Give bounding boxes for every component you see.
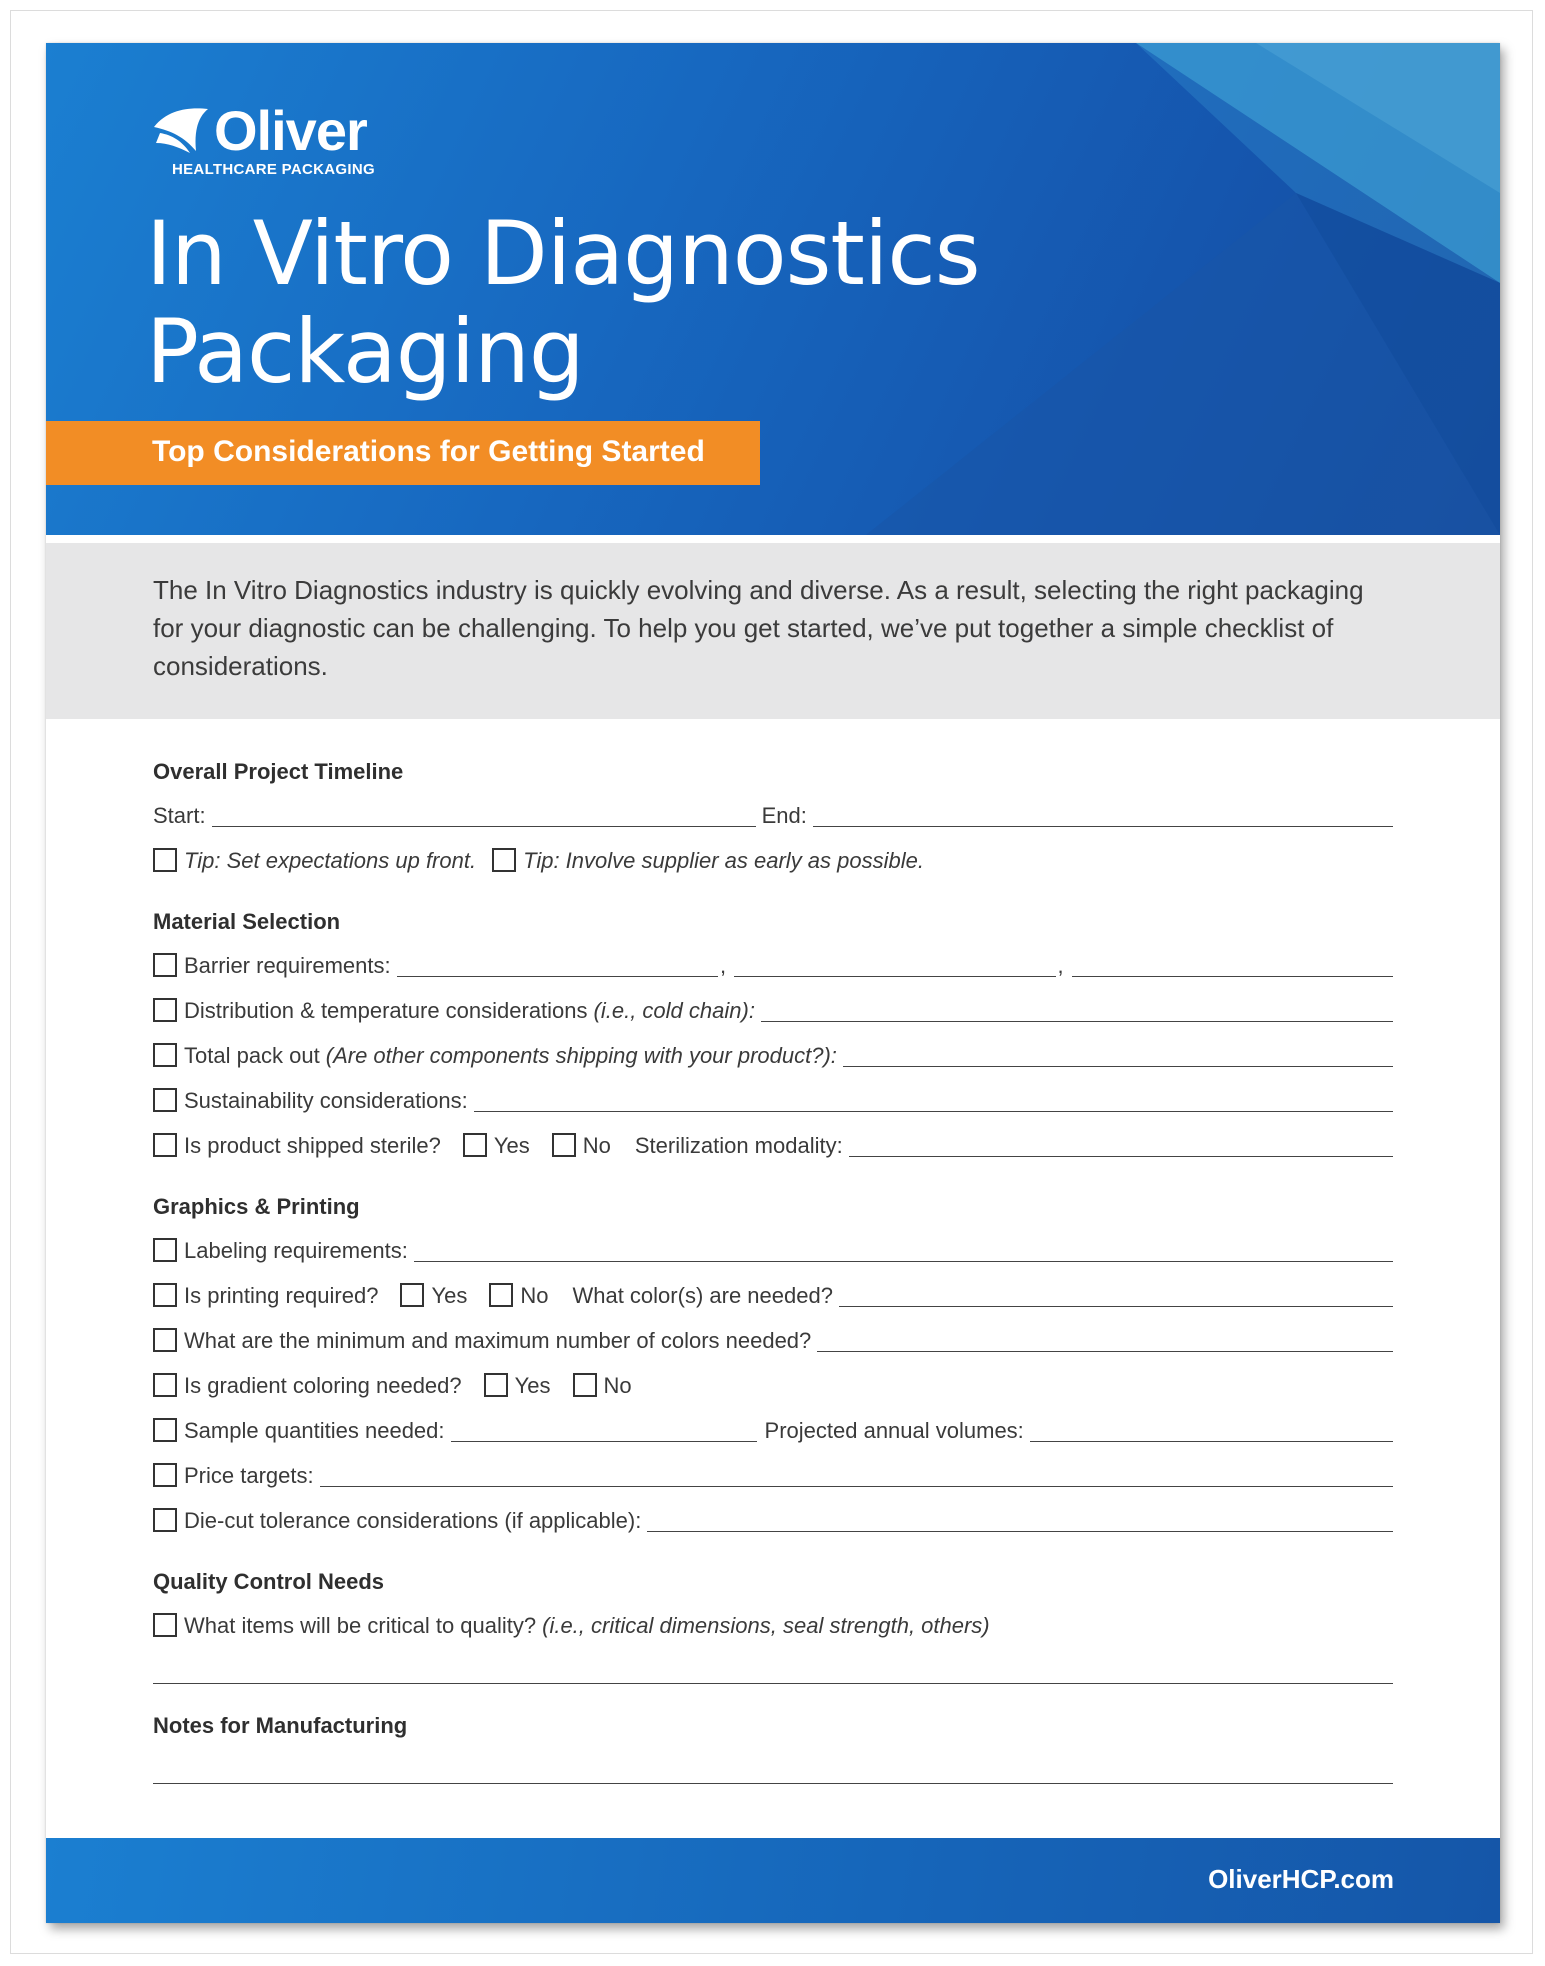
diecut-checkbox[interactable] (153, 1508, 177, 1532)
footer-band (46, 1838, 1500, 1923)
start-label: Start: (153, 803, 206, 828)
packout-checkbox[interactable] (153, 1043, 177, 1067)
min-max-row (153, 1320, 1393, 1354)
printing-checkbox[interactable] (153, 1283, 177, 1307)
logo-wordmark: Oliver (214, 99, 367, 162)
logo-tagline: HEALTHCARE PACKAGING (172, 161, 375, 178)
section-title-notes: Notes for Manufacturing (153, 1713, 408, 1738)
section-title-quality: Quality Control Needs (153, 1569, 385, 1594)
oliver-logo-mark-icon (150, 107, 210, 159)
gradient-yes-checkbox[interactable] (484, 1373, 508, 1397)
notes-field[interactable] (153, 1783, 1393, 1784)
sterilization-field[interactable] (849, 1152, 1393, 1157)
sterile-no-label: No (582, 1133, 611, 1158)
tip2-checkbox[interactable] (492, 848, 516, 872)
sample-qty-checkbox[interactable] (153, 1418, 177, 1442)
sustainability-row (153, 1080, 1393, 1114)
barrier-row (153, 945, 1393, 979)
distribution-label: Distribution & temperature considerations (184, 998, 588, 1023)
distribution-checkbox[interactable] (153, 998, 177, 1022)
diecut-row (153, 1500, 1393, 1534)
printing-label: Is printing required? (184, 1283, 379, 1308)
page (46, 43, 1500, 1923)
critical-label: What items will be critical to quality? (184, 1613, 537, 1638)
colors-needed-field[interactable] (839, 1302, 1393, 1307)
gradient-checkbox[interactable] (153, 1373, 177, 1397)
sterile-yes-label: Yes (493, 1133, 530, 1158)
sterile-label: Is product shipped sterile? (184, 1133, 441, 1158)
sustainability-label: Sustainability considerations: (184, 1088, 468, 1113)
comma: , (720, 953, 727, 978)
distribution-row (153, 990, 1393, 1024)
sterile-checkbox[interactable] (153, 1133, 177, 1157)
section-title-graphics: Graphics & Printing (153, 1194, 360, 1219)
critical-row (153, 1605, 1393, 1639)
sterilization-label: Sterilization modality: (634, 1133, 843, 1158)
title-line-2: Packaging (146, 300, 584, 403)
printing-no-label: No (520, 1283, 549, 1308)
price-label: Price targets: (184, 1463, 314, 1488)
labeling-checkbox[interactable] (153, 1238, 177, 1262)
subtitle-band (46, 421, 760, 485)
start-date-field[interactable] (212, 822, 756, 827)
price-checkbox[interactable] (153, 1463, 177, 1487)
intro-panel (46, 543, 1500, 719)
end-label: End: (761, 803, 807, 828)
section-title-material: Material Selection (153, 909, 341, 934)
critical-checkbox[interactable] (153, 1613, 177, 1637)
gradient-label: Is gradient coloring needed? (184, 1373, 462, 1398)
price-row (153, 1455, 1393, 1489)
sustainability-checkbox[interactable] (153, 1088, 177, 1112)
barrier-label: Barrier requirements: (184, 953, 391, 978)
critical-note: (i.e., critical dimensions, seal strength, others) (542, 1613, 990, 1638)
tip1-checkbox[interactable] (153, 848, 177, 872)
barrier-field-3[interactable] (1072, 972, 1393, 977)
sample-qty-field[interactable] (451, 1437, 757, 1442)
packout-row (153, 1035, 1393, 1069)
title-line-1: In Vitro Diagnostics (146, 202, 980, 305)
barrier-field-2[interactable] (734, 972, 1055, 977)
quantities-row (153, 1410, 1393, 1444)
annual-field[interactable] (1030, 1437, 1393, 1442)
distribution-field[interactable] (761, 1017, 1393, 1022)
footer-url[interactable]: OliverHCP.com (1208, 1864, 1394, 1894)
sterile-yes-checkbox[interactable] (463, 1133, 487, 1157)
labeling-row (153, 1230, 1393, 1264)
timeline-dates-row (153, 795, 1393, 829)
labeling-field[interactable] (414, 1257, 1393, 1262)
diecut-label: Die-cut tolerance considerations (if applicable): (184, 1508, 642, 1533)
diecut-field[interactable] (647, 1527, 1393, 1532)
distribution-note: (i.e., cold chain): (593, 998, 755, 1023)
printing-no-checkbox[interactable] (489, 1283, 513, 1307)
printing-row (153, 1275, 1393, 1309)
colors-needed-label: What color(s) are needed? (572, 1283, 833, 1308)
annual-label: Projected annual volumes: (764, 1418, 1024, 1443)
header-banner (46, 43, 1500, 535)
sample-qty-label: Sample quantities needed: (184, 1418, 445, 1443)
sustainability-field[interactable] (474, 1107, 1393, 1112)
tip1-label: Tip: Set expectations up front. (184, 848, 477, 873)
printing-yes-label: Yes (431, 1283, 468, 1308)
oliver-logo (150, 99, 410, 193)
intro-text: The In Vitro Diagnostics industry is quickly evolving and diverse. As a result, selecting the right packaging for your diagnostic can be challenging. To help you get started, we’ve put together a simple checklist of considerations. (153, 575, 1364, 681)
packout-field[interactable] (843, 1062, 1393, 1067)
labeling-label: Labeling requirements: (184, 1238, 408, 1263)
min-max-checkbox[interactable] (153, 1328, 177, 1352)
page-title (146, 202, 980, 403)
comma: , (1057, 953, 1064, 978)
timeline-tips-row (153, 840, 1393, 874)
packout-note: (Are other components shipping with your product?): (325, 1043, 837, 1068)
end-date-field[interactable] (813, 822, 1393, 827)
gradient-yes-label: Yes (514, 1373, 551, 1398)
barrier-checkbox[interactable] (153, 953, 177, 977)
sterile-row (153, 1125, 1393, 1159)
sterile-no-checkbox[interactable] (552, 1133, 576, 1157)
min-max-field[interactable] (817, 1347, 1393, 1352)
price-field[interactable] (320, 1482, 1393, 1487)
barrier-field-1[interactable] (397, 972, 718, 977)
gradient-row (153, 1365, 1393, 1399)
section-title-timeline: Overall Project Timeline (153, 759, 404, 784)
gradient-no-label: No (603, 1373, 632, 1398)
printing-yes-checkbox[interactable] (400, 1283, 424, 1307)
quality-answer-field[interactable] (153, 1683, 1393, 1684)
subtitle: Top Considerations for Getting Started (152, 435, 705, 468)
min-max-label: What are the minimum and maximum number of colors needed? (184, 1328, 812, 1353)
tip2-label: Tip: Involve supplier as early as possible. (523, 848, 924, 873)
packout-label: Total pack out (184, 1043, 320, 1068)
gradient-no-checkbox[interactable] (573, 1373, 597, 1397)
